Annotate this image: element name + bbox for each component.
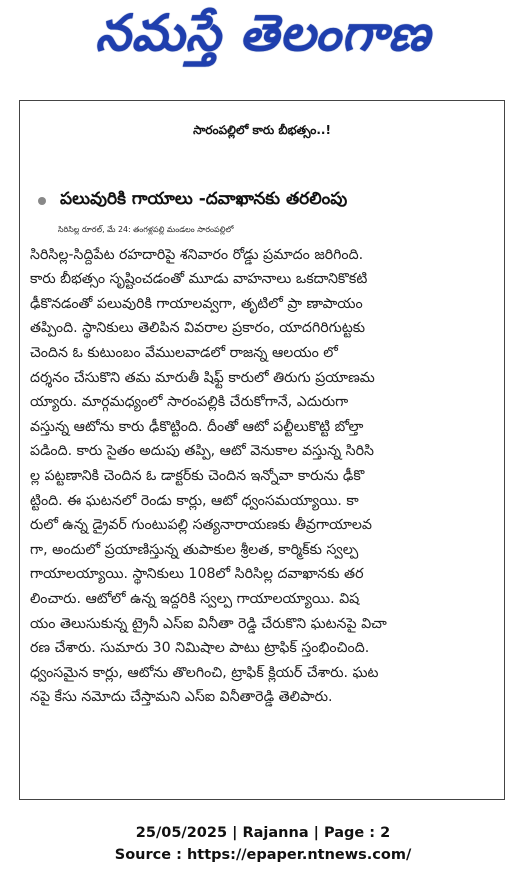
newspaper-masthead: [0, 0, 526, 78]
article-body-line: ధ్వంసమైన కార్లు, ఆటోను తొలగించి, ట్రాఫిక్ క్లియర్ చేశారు. ఘట: [30, 664, 379, 681]
article-body-line: తప్పింది. స్థానికులు తెలిపిన వివరాల ప్రకారం, యాదగిరిగుట్టకు: [30, 320, 366, 337]
masthead-logo-text: నమస్తే తెలంగాణ: [95, 3, 431, 62]
article-body-line: ల్ల పట్టణానికి చెందిన ఓ డాక్టర్‌కు చెందిన ఇన్నోవా కారును ఢీకొ: [30, 467, 365, 484]
article-body-line: నపై కేసు నమోదు చేస్తామని ఎస్ఐ వినీతారెడ్డి తెలిపారు.: [30, 689, 333, 706]
article-subheadline: పలువురికి గాయాలు -దవాఖానకు తరలింపు: [60, 189, 348, 209]
edition-info: 25/05/2025 | Rajanna | Page : 2: [135, 825, 391, 841]
subheadline-row: [38, 189, 494, 213]
article-body-line: రులో ఉన్న డ్రైవర్ గుంటుపల్లి సత్యనారాయణకు తీవ్రగాయాలవ: [30, 517, 373, 534]
bullet-icon: [38, 197, 46, 205]
article-body-line: ట్టింది. ఈ ఘటనలో రెండు కార్లు, ఆటో ధ్వంసమయ్యాయి. కా: [30, 492, 359, 509]
article-headline: సారంపల్లిలో కారు బీభత్సం..!: [193, 123, 331, 137]
article-clipping: [19, 100, 505, 800]
article-body-line: ఢీకొనడంతో పలువురికి గాయాలవ్వగా, తృటిలో ప్రా ణాపాయం: [30, 295, 363, 312]
article-body-line: లించారు. ఆటోలో ఉన్న ఇద్దరికి స్వల్ప గాయాలయ్యాయి. విష: [30, 590, 360, 607]
article-body-line: గాయాలయ్యాయి. స్థానికులు 108లో సిరిసిల్ల దవాఖానకు తర: [30, 566, 364, 583]
article-body-line: కారు బీభత్సం సృష్టించడంతో మూడు వాహనాలు ఒకదానికొకటి: [30, 271, 368, 288]
article-body: [30, 218, 496, 710]
article-body-line: యం తెలుసుకున్న ట్రైనీ ఎస్ఐ వినీతా రెడ్డి చేరుకొని ఘటనపై విచా: [30, 615, 387, 632]
article-body-line: చెందిన ఓ కుటుంబం వేములవాడలో రాజన్న ఆలయం లో: [30, 344, 338, 361]
article-body-line: రణ చేశారు. సుమారు 30 నిమిషాల పాటు ట్రాఫిక్ స్తంభించింది.: [30, 640, 370, 657]
article-body-line: సిరిసిల్ల రూరల్, మే 24: తంగళ్లపల్లి మండలం సారంపల్లిలో: [58, 225, 234, 234]
source-link[interactable]: Source : https://epaper.ntnews.com/: [114, 847, 412, 863]
article-body-line: పడింది. కారు సైతం అదుపు తప్పి, ఆటో వెనుకాల వస్తున్న సిరిసి: [30, 443, 375, 460]
clipping-footer: [0, 822, 526, 866]
article-body-line: సిరిసిల్ల-సిద్దిపేట రహదారిపై శనివారం రోడ్డు ప్రమాదం జరిగింది.: [30, 246, 364, 263]
article-body-line: గా, అందులో ప్రయాణిస్తున్న తుపాకుల శ్రీలత, కార్మిక్‌కు స్వల్ప: [30, 541, 359, 558]
article-body-line: దర్శనం చేసుకొని తమ మారుతీ షిఫ్ట్ కారులో తిరుగు ప్రయాణమ: [30, 369, 375, 386]
article-body-line: య్యారు. మార్గమధ్యంలో సారంపల్లికి చేరుకోగానే, ఎదురుగా: [30, 394, 349, 411]
article-body-line: వస్తున్న ఆటోను కారు ఢీకొట్టింది. దీంతో ఆటో పల్టీలుకొట్టి బోల్తా: [30, 418, 364, 435]
